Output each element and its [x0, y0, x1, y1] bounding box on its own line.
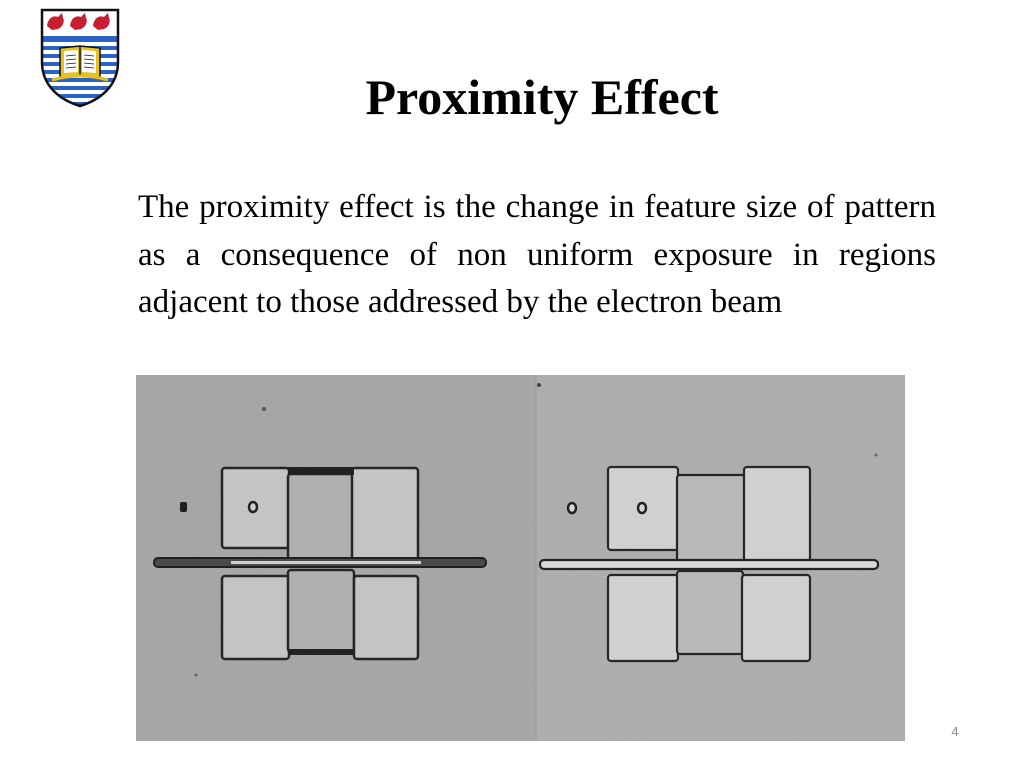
slide-number: 4 — [951, 724, 959, 739]
electron-beam-pattern-micrograph — [136, 375, 905, 741]
definition-paragraph: The proximity effect is the change in feature size of pattern as a consequence of non uniform exposure in regions adjacent to those addressed by the electron beam — [138, 189, 936, 320]
page-title: Proximity Effect — [365, 69, 719, 125]
